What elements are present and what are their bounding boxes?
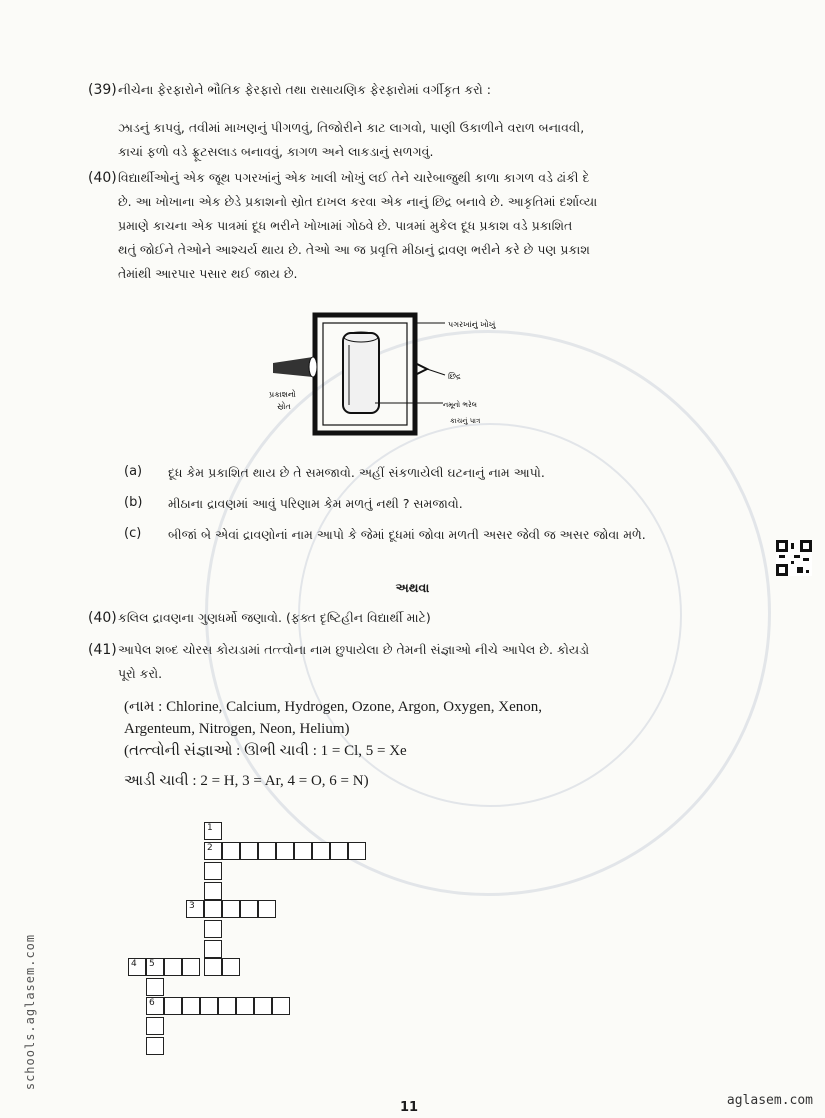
crossword-cell[interactable]: 5 (146, 958, 164, 976)
crossword-cell[interactable] (204, 882, 222, 900)
crossword-cell[interactable] (276, 842, 294, 860)
crossword-cell[interactable] (200, 997, 218, 1015)
crossword-cell[interactable] (218, 997, 236, 1015)
crossword-cell[interactable] (146, 1017, 164, 1035)
crossword-cell[interactable] (294, 842, 312, 860)
crossword-cell[interactable] (182, 958, 200, 976)
crossword-cell[interactable] (312, 842, 330, 860)
side-site-text: schools.aglasem.com (23, 933, 38, 1091)
crossword-cell[interactable]: 6 (146, 997, 164, 1015)
crossword-cell[interactable]: 1 (204, 822, 222, 840)
crossword-cell[interactable] (204, 920, 222, 938)
q41-line2: પૂરો કરો. (118, 666, 163, 681)
crossword-cell[interactable]: 2 (204, 842, 222, 860)
crossword-cell[interactable] (348, 842, 366, 860)
crossword-cell[interactable] (240, 900, 258, 918)
q39-number: (39) (88, 82, 117, 98)
crossword-cell[interactable] (258, 842, 276, 860)
option-c-text: બીજાં બે એવાં દ્રાવણોનાં નામ આપો કે જેમાં દૂધમાં જોવા મળતી અસર જેવી જ અસર જોવા મળે. (168, 527, 646, 542)
crossword-cell[interactable] (222, 958, 240, 976)
q41-across-clue: આડી ચાવી : 2 = H, 3 = Ar, 4 = O, 6 = N) (124, 773, 369, 789)
label-sample: નમૂનો ભરેલ (443, 401, 477, 409)
label-source-1: પ્રકાશનો (269, 390, 296, 399)
crossword-cell[interactable] (164, 958, 182, 976)
label-shoebox: પગરખાંનું ખોખું (448, 320, 496, 329)
q41-names-2: Argenteum, Nitrogen, Neon, Helium) (124, 721, 350, 737)
label-glass: કાચનું પાત્ર (450, 417, 481, 425)
q40-line-3: પ્રમાણે કાચના એક પાત્રમાં દૂધ ભરીને ખોખામાં ગોઠવે છે. પાત્રમાં મુકેલ દૂધ પ્રકાશ વડે પ્રકાશિત (118, 218, 573, 233)
q41-down-clue: (તત્ત્વોની સંજ્ઞાઓ : ઊભી ચાવી : 1 = Cl, 5 = Xe (124, 743, 407, 759)
option-b-letter: (b) (124, 495, 143, 510)
crossword-cell[interactable] (222, 842, 240, 860)
q40-line-2: છે. આ ખોખાના એક છેડે પ્રકાશનો સ્રોત દાખલ કરવા એક નાનું છિદ્ર બનાવે છે. આકૃતિમાં દર્શાવ્યા (118, 194, 598, 209)
option-c-letter: (c) (124, 526, 142, 541)
crossword-cell[interactable] (204, 958, 222, 976)
crossword-cell[interactable] (146, 978, 164, 996)
q40-line-1: વિદ્યાર્થીઓનું એક જૂથ પગરખાંનું એક ખાલી ખોખું લઈ તેને ચારેબાજુથી કાળા કાગળ વડે ઢાંકી દે (118, 170, 590, 185)
crossword-cell[interactable]: 4 (128, 958, 146, 976)
q40-line-5: તેમાંથી આરપાર પસાર થઈ જાય છે. (118, 266, 298, 281)
crossword-cell[interactable] (330, 842, 348, 860)
shoebox-figure (255, 305, 535, 440)
crossword-cell[interactable] (258, 900, 276, 918)
q41-number: (41) (88, 642, 117, 658)
q41-names-1: (નામ : Chlorine, Calcium, Hydrogen, Ozone, Argon, Oxygen, Xenon, (124, 699, 543, 715)
option-a-text: દૂધ કેમ પ્રકાશિત થાય છે તે સમજાવો. અહીં સંકળાયેલી ઘટનાનું નામ આપો. (168, 465, 545, 480)
page-number: 11 (400, 1100, 419, 1115)
crossword-cell[interactable] (204, 862, 222, 880)
crossword-cell[interactable] (254, 997, 272, 1015)
crossword-cell[interactable] (204, 940, 222, 958)
q40-number: (40) (88, 170, 117, 186)
torch-icon (273, 357, 313, 377)
q39-line3: કાચાં ફળો વડે ફ્રૂટસલાડ બનાવવું, કાગળ અને લાકડાનું સળગવું. (118, 144, 434, 159)
crossword-cell[interactable] (240, 842, 258, 860)
q39-line1: નીચેના ફેરફારોને ભૌતિક ફેરફારો તથા રાસાયણિક ફેરફારોમાં વર્ગીકૃત કરો : (118, 82, 491, 97)
crossword-cell[interactable] (164, 997, 182, 1015)
or-text: અથવા (395, 580, 430, 595)
option-b-text: મીઠાના દ્રાવણમાં આવું પરિણામ કેમ મળતું નથી ? સમજાવો. (168, 496, 463, 511)
q40-line-4: થતું જોઈને તેઓને આશ્ચર્ય થાય છે. તેઓ આ જ પ્રવૃત્તિ મીઠાનું દ્રાવણ ભરીને કરે છે પણ પ્રકાશ (118, 242, 590, 257)
q41-line1: આપેલ શબ્દ ચોરસ કોયડામાં તત્ત્વોના નામ છુપાયેલા છે તેમની સંજ્ઞાઓ નીચે આપેલ છે. કોયડો (118, 642, 590, 657)
site-watermark: aglasem.com (726, 1093, 813, 1108)
crossword-cell[interactable] (222, 900, 240, 918)
crossword-cell[interactable]: 3 (186, 900, 204, 918)
option-a-letter: (a) (124, 464, 143, 479)
label-hole: છિદ્ર (448, 372, 461, 381)
crossword-cell[interactable] (204, 900, 222, 918)
label-source-2: સ્રોત (277, 402, 291, 411)
q40-alt-number: (40) (88, 610, 117, 626)
crossword-cell[interactable] (146, 1037, 164, 1055)
qr-code-icon (776, 540, 812, 576)
q40-alt-text: કલિલ દ્રાવણના ગુણધર્મો જણાવો. (ફક્ત દૃષ્ટિહીન વિદ્યાર્થી માટે) (118, 610, 431, 625)
crossword-cell[interactable] (236, 997, 254, 1015)
crossword-cell[interactable] (182, 997, 200, 1015)
q39-line2: ઝાડનું કાપવું, તવીમાં માખણનું પીગળવું, તિજોરીને કાટ લાગવો, પાણી ઉકાળીને વરાળ બનાવવી, (118, 120, 585, 135)
crossword-cell[interactable] (272, 997, 290, 1015)
